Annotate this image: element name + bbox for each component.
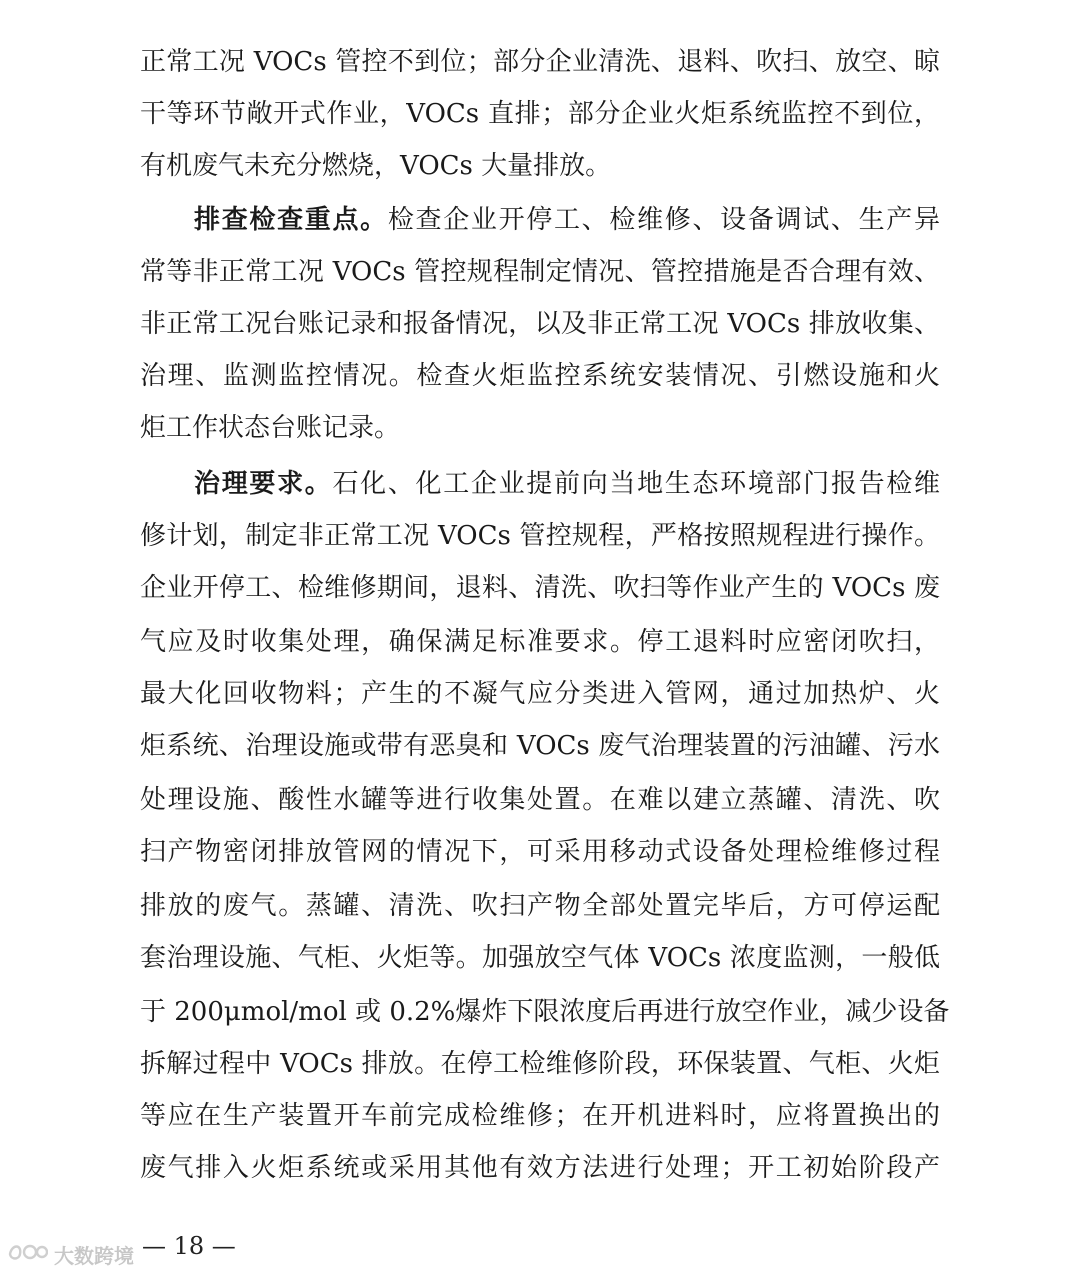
paragraph-line: 扫产物密闭排放管网的情况下，可采用移动式设备处理检维修过程: [140, 837, 940, 867]
paragraph-line: 处理设施、酸性水罐等进行收集处置。在难以建立蒸罐、清洗、吹: [140, 785, 940, 815]
paragraph-line: [194, 464, 940, 504]
paragraph-line: 常等非正常工况 VOCs 管控规程制定情况、管控措施是否合理有效、: [140, 257, 940, 287]
paragraph-line: 拆解过程中 VOCs 排放。在停工检维修阶段，环保装置、气柜、火炬: [140, 1049, 940, 1079]
watermark: [6, 1238, 134, 1270]
paragraph-line: 于 200μmol/mol 或 0.2%爆炸下限浓度后再进行放空作业，减少设备: [140, 997, 950, 1027]
section-heading-governance: 治理要求。: [194, 469, 333, 499]
paragraph-line: 治理、监测监控情况。检查火炬监控系统安装情况、引燃设施和火: [140, 361, 940, 391]
paragraph-line: 气应及时收集处理，确保满足标准要求。停工退料时应密闭吹扫，: [140, 627, 940, 657]
section-heading-check-focus: 排查检查重点。: [194, 205, 388, 235]
paragraph-line: 套治理设施、气柜、火炬等。加强放空气体 VOCs 浓度监测，一般低: [140, 943, 940, 973]
paragraph-line: 最大化回收物料；产生的不凝气应分类进入管网，通过加热炉、火: [140, 679, 940, 709]
page-number: — 18 —: [142, 1232, 236, 1260]
paragraph-line: 废气排入火炬系统或采用其他有效方法进行处理；开工初始阶段产: [140, 1153, 940, 1183]
paragraph-line: 干等环节敞开式作业，VOCs 直排；部分企业火炬系统监控不到位，: [140, 99, 940, 129]
paragraph-line: 企业开停工、检维修期间，退料、清洗、吹扫等作业产生的 VOCs 废: [140, 573, 940, 603]
paragraph-line: 排放的废气。蒸罐、清洗、吹扫产物全部处置完毕后，方可停运配: [140, 891, 940, 921]
paragraph-line: 非正常工况台账记录和报备情况，以及非正常工况 VOCs 排放收集、: [140, 309, 940, 339]
paragraph-line: 修计划，制定非正常工况 VOCs 管控规程，严格按照规程进行操作。: [140, 521, 940, 551]
paragraph-line: [194, 200, 940, 240]
paragraph-text: 检查企业开停工、检维修、设备调试、生产异: [387, 205, 940, 235]
paragraph-line: 炬系统、治理设施或带有恶臭和 VOCs 废气治理装置的污油罐、污水: [140, 731, 940, 761]
paragraph-text: 石化、化工企业提前向当地生态环境部门报告检维: [332, 469, 940, 499]
paragraph-line: 炬工作状态台账记录。: [140, 413, 401, 443]
paragraph-line: 有机废气未充分燃烧，VOCs 大量排放。: [140, 151, 612, 181]
watermark-text: 大数跨境: [54, 1243, 134, 1268]
brand-logo-icon: [6, 1240, 48, 1268]
paragraph-line: 等应在生产装置开车前完成检维修；在开机进料时，应将置换出的: [140, 1101, 940, 1131]
paragraph-line: 正常工况 VOCs 管控不到位；部分企业清洗、退料、吹扫、放空、晾: [140, 47, 940, 77]
